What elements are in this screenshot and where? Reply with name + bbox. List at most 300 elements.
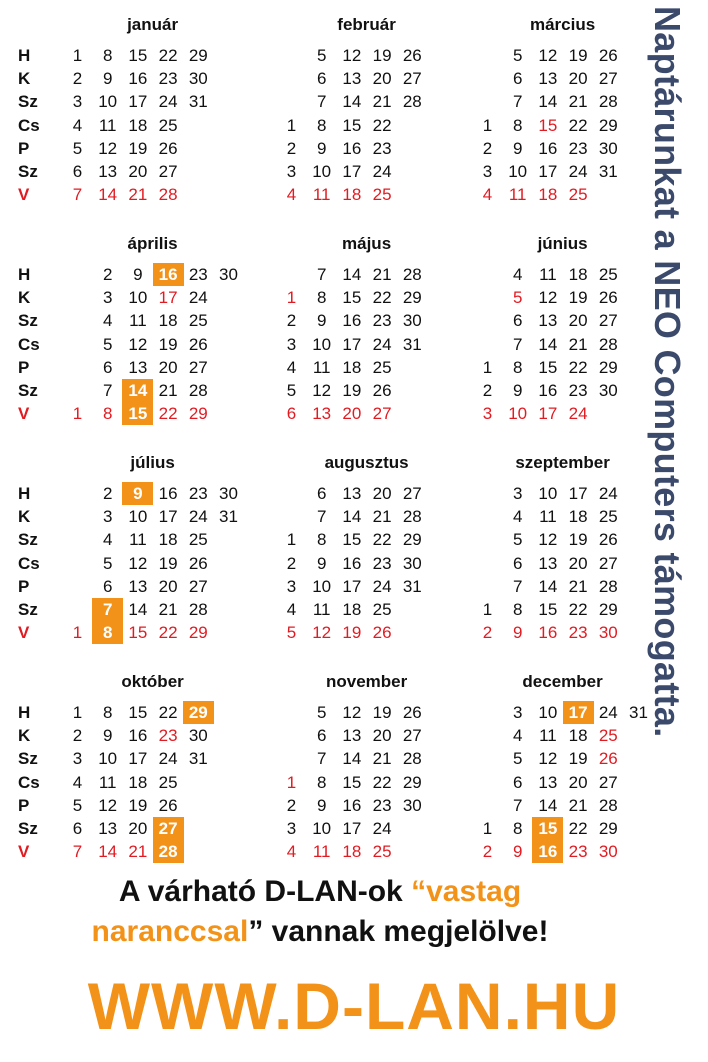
day-cell: 29 bbox=[402, 530, 422, 550]
day-cell: 5 bbox=[512, 749, 523, 769]
day-cell: 17 bbox=[342, 819, 362, 838]
day-cell: 17 bbox=[568, 484, 588, 503]
day-cell: 21 bbox=[372, 265, 392, 284]
day-cell: 26 bbox=[372, 623, 392, 643]
day-cell: 21 bbox=[372, 507, 392, 527]
day-cell: 22 bbox=[568, 115, 588, 135]
footer-line2-orange: naranccsal bbox=[91, 915, 249, 948]
day-cell: 21 bbox=[568, 92, 588, 112]
day-cell: 19 bbox=[372, 46, 392, 65]
day-cell: 27 bbox=[372, 404, 392, 424]
day-label: Cs bbox=[18, 115, 40, 135]
day-cell: 3 bbox=[72, 92, 83, 112]
day-cell: 26 bbox=[158, 795, 178, 815]
day-cell: 19 bbox=[568, 46, 588, 65]
day-cell: 9 bbox=[316, 138, 327, 158]
month-title: november bbox=[325, 672, 408, 691]
day-cell: 10 bbox=[98, 749, 118, 769]
day-cell: 15 bbox=[128, 623, 148, 643]
day-cell: 16 bbox=[153, 263, 184, 286]
day-cell: 6 bbox=[512, 69, 523, 89]
day-cell: 2 bbox=[102, 265, 113, 284]
day-cell: 11 bbox=[312, 185, 331, 205]
day-labels bbox=[18, 44, 40, 206]
day-cell: 19 bbox=[372, 703, 392, 722]
day-cell: 18 bbox=[128, 772, 148, 792]
day-cell: 17 bbox=[538, 404, 558, 424]
day-cell: 21 bbox=[372, 92, 392, 112]
month-block bbox=[62, 671, 282, 862]
day-label: Cs bbox=[18, 334, 40, 354]
day-cell: 10 bbox=[312, 162, 332, 181]
day-cell: 1 bbox=[482, 115, 493, 135]
month-block bbox=[276, 671, 496, 862]
day-cell: 28 bbox=[402, 265, 422, 284]
day-cell: 31 bbox=[629, 703, 648, 722]
day-cell: 29 bbox=[598, 600, 618, 619]
day-cell: 6 bbox=[102, 357, 113, 377]
day-cell: 10 bbox=[312, 576, 332, 596]
day-cell: 4 bbox=[72, 115, 83, 135]
day-cell: 22 bbox=[568, 357, 588, 377]
day-cell: 8 bbox=[512, 819, 523, 838]
day-cell: 16 bbox=[538, 138, 558, 158]
day-cell: 25 bbox=[598, 507, 618, 527]
month-block bbox=[62, 452, 282, 643]
day-cell: 15 bbox=[128, 703, 148, 722]
day-cell: 20 bbox=[568, 69, 588, 89]
day-cell: 11 bbox=[312, 600, 331, 619]
day-cell: 18 bbox=[128, 115, 148, 135]
day-label: Sz bbox=[18, 599, 38, 619]
day-cell: 10 bbox=[312, 819, 332, 838]
day-cell: 7 bbox=[102, 381, 113, 400]
day-cell: 11 bbox=[98, 115, 117, 135]
day-cell: 9 bbox=[512, 381, 523, 400]
day-label: V bbox=[18, 623, 30, 643]
day-cell: 28 bbox=[598, 576, 618, 596]
day-cell: 20 bbox=[128, 162, 148, 181]
day-cell: 19 bbox=[568, 288, 588, 308]
day-cell: 3 bbox=[482, 162, 493, 181]
day-cell: 22 bbox=[158, 46, 178, 65]
day-cell: 30 bbox=[402, 311, 422, 331]
day-cell: 10 bbox=[312, 334, 332, 354]
day-cell: 8 bbox=[102, 703, 113, 722]
day-label: Cs bbox=[18, 553, 40, 573]
day-cell: 15 bbox=[122, 402, 153, 425]
day-cell: 19 bbox=[568, 530, 588, 550]
day-cell: 9 bbox=[316, 553, 327, 573]
day-cell: 27 bbox=[158, 162, 178, 181]
day-cell: 8 bbox=[512, 600, 523, 619]
day-cell: 28 bbox=[402, 92, 422, 112]
day-cell: 9 bbox=[102, 726, 113, 746]
day-label: Sz bbox=[18, 161, 38, 181]
day-cell: 7 bbox=[92, 598, 123, 621]
day-cell: 16 bbox=[538, 623, 558, 643]
day-cell: 6 bbox=[512, 311, 523, 331]
day-cell: 4 bbox=[72, 772, 83, 792]
day-cell: 8 bbox=[316, 288, 327, 308]
day-cell: 11 bbox=[539, 265, 557, 284]
day-cell: 7 bbox=[316, 265, 327, 284]
day-cell: 16 bbox=[342, 553, 362, 573]
day-cell: 8 bbox=[512, 357, 523, 377]
day-cell: 30 bbox=[188, 69, 208, 89]
day-cell: 5 bbox=[102, 334, 113, 354]
day-cell: 23 bbox=[568, 381, 588, 400]
day-cell: 26 bbox=[158, 138, 178, 158]
day-label: H bbox=[18, 484, 31, 503]
day-cell: 16 bbox=[128, 726, 148, 746]
day-cell: 20 bbox=[158, 357, 178, 377]
day-cell: 10 bbox=[538, 484, 558, 503]
day-cell: 16 bbox=[532, 840, 563, 863]
day-cell: 25 bbox=[598, 726, 618, 746]
day-cell: 23 bbox=[188, 484, 208, 503]
month-title: február bbox=[337, 15, 396, 34]
day-cell: 30 bbox=[598, 381, 618, 400]
day-cell: 20 bbox=[568, 553, 588, 573]
day-cell: 9 bbox=[512, 138, 523, 158]
day-cell: 13 bbox=[312, 404, 332, 424]
month-title: július bbox=[130, 453, 175, 472]
day-cell: 14 bbox=[538, 92, 558, 112]
day-cell: 29 bbox=[188, 404, 208, 424]
day-cell: 2 bbox=[286, 311, 297, 331]
day-cell: 24 bbox=[372, 819, 392, 838]
day-label: V bbox=[18, 185, 30, 205]
day-cell: 1 bbox=[286, 288, 297, 308]
day-cell: 9 bbox=[316, 795, 327, 815]
day-cell: 21 bbox=[568, 795, 588, 815]
day-label: P bbox=[18, 795, 30, 815]
day-cell: 6 bbox=[316, 726, 327, 746]
day-cell: 19 bbox=[158, 334, 178, 354]
day-cell: 3 bbox=[286, 819, 297, 838]
day-cell: 6 bbox=[286, 404, 297, 424]
day-cell: 15 bbox=[128, 46, 148, 65]
day-cell: 28 bbox=[188, 381, 208, 400]
day-cell: 23 bbox=[568, 623, 588, 643]
day-cell: 30 bbox=[402, 553, 422, 573]
day-cell: 17 bbox=[342, 334, 362, 354]
day-cell: 3 bbox=[102, 288, 113, 308]
day-cell: 22 bbox=[568, 819, 588, 838]
day-cell: 24 bbox=[568, 404, 588, 424]
day-cell: 28 bbox=[153, 840, 184, 863]
day-label: Sz bbox=[18, 749, 38, 769]
day-cell: 29 bbox=[188, 623, 208, 643]
day-cell: 28 bbox=[402, 507, 422, 527]
day-cell: 27 bbox=[598, 69, 618, 89]
day-cell: 15 bbox=[342, 288, 362, 308]
day-cell: 26 bbox=[372, 381, 392, 400]
day-cell: 24 bbox=[598, 703, 618, 722]
day-cell: 3 bbox=[286, 334, 297, 354]
day-cell: 20 bbox=[372, 484, 392, 503]
day-cell: 4 bbox=[286, 357, 297, 377]
day-cell: 9 bbox=[512, 842, 523, 862]
day-cell: 2 bbox=[286, 795, 297, 815]
day-cell: 25 bbox=[372, 842, 392, 862]
day-cell: 6 bbox=[316, 484, 327, 503]
day-cell: 26 bbox=[402, 46, 422, 65]
month-title: december bbox=[522, 672, 603, 691]
day-cell: 12 bbox=[98, 138, 118, 158]
day-cell: 1 bbox=[482, 600, 493, 619]
day-cell: 4 bbox=[512, 265, 523, 284]
day-cell: 15 bbox=[538, 600, 558, 619]
day-cell: 19 bbox=[342, 381, 362, 400]
day-cell: 25 bbox=[372, 185, 392, 205]
day-cell: 6 bbox=[512, 553, 523, 573]
day-cell: 13 bbox=[128, 576, 148, 596]
day-cell: 18 bbox=[342, 600, 362, 619]
day-cell: 2 bbox=[482, 842, 493, 862]
day-cell: 12 bbox=[312, 381, 332, 400]
day-cell: 15 bbox=[532, 817, 563, 840]
day-cell: 7 bbox=[72, 185, 83, 205]
day-cell: 12 bbox=[128, 334, 148, 354]
day-cell: 20 bbox=[128, 819, 148, 838]
day-cell: 17 bbox=[563, 701, 594, 724]
day-cell: 12 bbox=[538, 530, 558, 550]
day-cell: 12 bbox=[538, 749, 558, 769]
day-cell: 30 bbox=[188, 726, 208, 746]
day-cell: 4 bbox=[286, 600, 297, 619]
day-cell: 24 bbox=[188, 507, 208, 527]
day-cell: 25 bbox=[188, 530, 208, 550]
month-title: április bbox=[127, 234, 178, 253]
day-cell: 14 bbox=[538, 334, 558, 354]
day-cell: 18 bbox=[158, 530, 178, 550]
day-cell: 27 bbox=[188, 357, 208, 377]
month-title: szeptember bbox=[515, 453, 610, 472]
day-cell: 15 bbox=[342, 530, 362, 550]
day-cell: 27 bbox=[402, 484, 422, 503]
day-cell: 2 bbox=[482, 623, 493, 643]
day-cell: 25 bbox=[158, 772, 178, 792]
day-cell: 13 bbox=[98, 819, 118, 838]
day-cell: 14 bbox=[342, 507, 362, 527]
day-cell: 29 bbox=[188, 46, 208, 65]
day-cell: 18 bbox=[568, 726, 588, 746]
day-cell: 4 bbox=[512, 507, 523, 527]
day-cell: 14 bbox=[538, 795, 558, 815]
day-cell: 5 bbox=[102, 553, 113, 573]
day-cell: 23 bbox=[188, 265, 208, 284]
day-cell: 14 bbox=[342, 265, 362, 284]
day-cell: 1 bbox=[482, 357, 493, 377]
day-cell: 20 bbox=[342, 404, 362, 424]
day-cell: 11 bbox=[312, 842, 331, 862]
day-cell: 10 bbox=[538, 703, 558, 722]
day-cell: 7 bbox=[316, 507, 327, 527]
day-cell: 21 bbox=[372, 749, 392, 769]
day-cell: 27 bbox=[598, 311, 618, 331]
day-cell: 31 bbox=[598, 162, 618, 181]
day-cell: 21 bbox=[158, 381, 178, 400]
day-cell: 12 bbox=[342, 46, 362, 65]
day-cell: 5 bbox=[512, 288, 523, 308]
day-cell: 4 bbox=[482, 185, 493, 205]
day-cell: 14 bbox=[122, 379, 153, 402]
day-cell: 24 bbox=[372, 576, 392, 596]
day-label: H bbox=[18, 46, 31, 65]
day-cell: 5 bbox=[512, 46, 523, 65]
day-cell: 19 bbox=[342, 623, 362, 643]
day-cell: 3 bbox=[482, 404, 493, 424]
day-cell: 5 bbox=[286, 381, 297, 400]
day-cell: 28 bbox=[598, 795, 618, 815]
month-title: június bbox=[537, 234, 588, 253]
day-cell: 12 bbox=[538, 288, 558, 308]
month-block bbox=[62, 233, 282, 424]
day-cell: 12 bbox=[98, 795, 118, 815]
website-url: WWW.D-LAN.HU bbox=[87, 969, 621, 1043]
day-cell: 9 bbox=[316, 311, 327, 331]
day-cell: 26 bbox=[598, 288, 618, 308]
day-cell: 13 bbox=[538, 772, 558, 792]
day-cell: 12 bbox=[312, 623, 332, 643]
day-cell: 13 bbox=[538, 553, 558, 573]
day-cell: 23 bbox=[158, 726, 178, 746]
day-cell: 9 bbox=[102, 69, 113, 89]
day-cell: 31 bbox=[219, 507, 238, 527]
day-cell: 3 bbox=[102, 507, 113, 527]
day-cell: 22 bbox=[158, 623, 178, 643]
day-cell: 20 bbox=[372, 69, 392, 89]
day-cell: 10 bbox=[128, 507, 148, 527]
day-cell: 30 bbox=[402, 795, 422, 815]
day-cell: 28 bbox=[188, 600, 208, 619]
day-cell: 20 bbox=[568, 772, 588, 792]
day-cell: 7 bbox=[512, 92, 523, 112]
month-title: május bbox=[342, 234, 392, 253]
day-cell: 21 bbox=[158, 600, 178, 619]
day-cell: 25 bbox=[372, 357, 392, 377]
day-cell: 26 bbox=[598, 46, 618, 65]
day-cell: 24 bbox=[372, 162, 392, 181]
day-cell: 21 bbox=[568, 334, 588, 354]
day-cell: 22 bbox=[158, 703, 178, 722]
day-label: Sz bbox=[18, 92, 38, 112]
day-cell: 22 bbox=[372, 530, 392, 550]
day-cell: 5 bbox=[286, 623, 297, 643]
day-cell: 10 bbox=[508, 404, 528, 424]
footer-line2-text: ” vannak megjelölve! bbox=[248, 915, 549, 948]
day-cell: 6 bbox=[72, 819, 83, 838]
day-cell: 8 bbox=[102, 404, 113, 424]
day-cell: 17 bbox=[538, 162, 558, 181]
day-cell: 20 bbox=[568, 311, 588, 331]
day-cell: 6 bbox=[102, 576, 113, 596]
day-cell: 11 bbox=[508, 185, 527, 205]
day-cell: 28 bbox=[158, 185, 178, 205]
day-label: Sz bbox=[18, 818, 38, 838]
day-cell: 6 bbox=[512, 772, 523, 792]
day-cell: 11 bbox=[312, 357, 331, 377]
day-label: K bbox=[18, 507, 31, 527]
day-cell: 4 bbox=[102, 311, 113, 331]
day-cell: 18 bbox=[342, 185, 362, 205]
day-cell: 1 bbox=[72, 46, 83, 65]
day-cell: 14 bbox=[98, 185, 118, 205]
day-cell: 23 bbox=[372, 138, 392, 158]
day-cell: 18 bbox=[568, 265, 588, 284]
day-cell: 29 bbox=[598, 819, 618, 838]
day-cell: 17 bbox=[158, 288, 178, 308]
day-cell: 18 bbox=[568, 507, 588, 527]
day-cell: 19 bbox=[158, 553, 178, 573]
day-cell: 1 bbox=[286, 115, 297, 135]
day-label: K bbox=[18, 288, 31, 308]
day-cell: 24 bbox=[158, 92, 178, 112]
day-cell: 15 bbox=[342, 772, 362, 792]
month-block bbox=[276, 452, 496, 643]
day-cell: 3 bbox=[512, 484, 523, 503]
month-block bbox=[62, 14, 282, 205]
day-cell: 7 bbox=[512, 795, 523, 815]
month-block bbox=[276, 14, 496, 205]
day-cell: 30 bbox=[598, 138, 618, 158]
day-cell: 25 bbox=[188, 311, 208, 331]
footer-line1-orange: “vastag bbox=[411, 875, 522, 908]
day-cell: 9 bbox=[122, 482, 153, 505]
day-cell: 21 bbox=[128, 842, 148, 862]
day-cell: 17 bbox=[158, 507, 178, 527]
day-cell: 3 bbox=[286, 162, 297, 181]
day-labels bbox=[18, 482, 40, 644]
day-cell: 1 bbox=[286, 530, 297, 550]
day-cell: 13 bbox=[342, 726, 362, 746]
day-label: P bbox=[18, 576, 30, 596]
day-cell: 29 bbox=[598, 357, 618, 377]
day-cell: 19 bbox=[568, 749, 588, 769]
day-cell: 4 bbox=[286, 842, 297, 862]
day-cell: 16 bbox=[342, 795, 362, 815]
day-cell: 17 bbox=[342, 576, 362, 596]
day-cell: 27 bbox=[402, 726, 422, 746]
day-label: K bbox=[18, 69, 31, 89]
day-cell: 12 bbox=[128, 553, 148, 573]
day-cell: 26 bbox=[188, 334, 208, 354]
day-cell: 12 bbox=[538, 46, 558, 65]
day-cell: 6 bbox=[316, 69, 327, 89]
day-cell: 27 bbox=[188, 576, 208, 596]
day-cell: 6 bbox=[72, 162, 83, 181]
day-cell: 25 bbox=[568, 185, 588, 205]
day-cell: 24 bbox=[188, 288, 208, 308]
day-cell: 24 bbox=[598, 484, 618, 503]
day-cell: 30 bbox=[219, 265, 238, 284]
footer-note bbox=[20, 872, 620, 952]
month-title: augusztus bbox=[324, 453, 409, 472]
day-cell: 4 bbox=[102, 530, 113, 550]
month-title: március bbox=[529, 15, 596, 34]
day-cell: 23 bbox=[372, 795, 392, 815]
day-label: Sz bbox=[18, 530, 38, 550]
day-cell: 18 bbox=[342, 842, 362, 862]
day-cell: 22 bbox=[372, 288, 392, 308]
day-cell: 1 bbox=[72, 703, 83, 722]
day-cell: 17 bbox=[342, 162, 362, 181]
day-cell: 22 bbox=[158, 404, 178, 424]
day-cell: 16 bbox=[128, 69, 148, 89]
day-cell: 13 bbox=[538, 69, 558, 89]
